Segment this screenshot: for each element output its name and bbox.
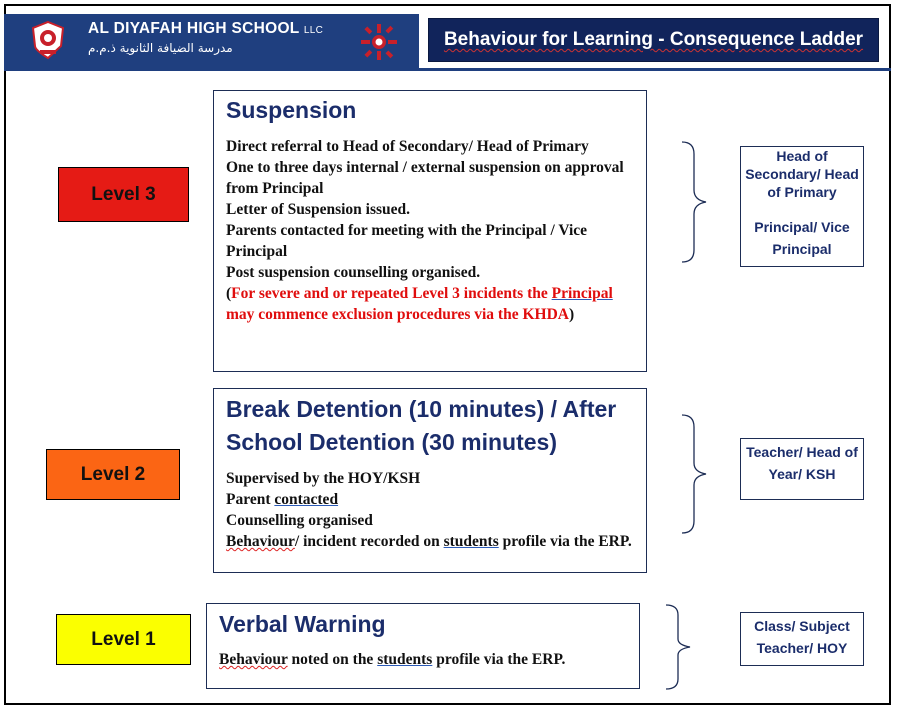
level-2-text: Behaviour <box>226 533 295 550</box>
school-name <box>88 20 323 38</box>
level-2-text: / incident recorded on <box>294 533 444 550</box>
level-1-responsible: Class/ Subject Teacher/ HOY <box>740 612 864 666</box>
note-paren-close: ) <box>568 306 575 323</box>
level-3-exclusion-note <box>226 283 634 325</box>
level-2-text: profile via the ERP. <box>498 533 632 550</box>
level-2-heading: Break Detention (10 minutes) / After School Detention (30 minutes) <box>226 396 617 455</box>
level-2-responsible: Teacher/ Head of Year/ KSH <box>740 438 864 500</box>
level-2-line: Counselling organised <box>226 512 373 529</box>
level-3-badge: Level 3 <box>58 167 189 222</box>
note-principal: Principal <box>551 285 613 302</box>
level-3-bracket <box>680 140 710 264</box>
level-2-text: Parent <box>226 491 275 508</box>
level-1-text: students <box>377 651 433 668</box>
page-title-text: Behaviour for Learning - Consequence Ladder <box>443 29 864 50</box>
page-title <box>428 18 879 62</box>
level-1-heading: Verbal Warning <box>219 611 386 637</box>
level-1-text: Behaviour <box>219 651 288 668</box>
school-crest-icon <box>30 20 66 60</box>
level-3-line: Letter of Suspension issued. <box>226 201 411 218</box>
school-name-text: AL DIYAFAH HIGH SCHOOL <box>88 20 300 37</box>
level-1-consequences <box>206 603 640 689</box>
school-header <box>4 14 419 68</box>
note-text-1: For severe and or repeated Level 3 incidents the <box>231 285 552 302</box>
level-3-role: Head of Secondary/ Head of Primary <box>745 148 859 200</box>
level-3-line: One to three days internal / external suspension on approval from Principal <box>226 159 624 197</box>
level-3-line: Direct referral to Head of Secondary/ Head of Primary <box>226 138 589 155</box>
level-2-consequences <box>213 388 647 573</box>
level-3-responsible <box>740 146 864 267</box>
school-suffix: LLC <box>303 25 324 36</box>
level-3-line: Parents contacted for meeting with the Principal / Vice Principal <box>226 222 588 260</box>
level-2-line <box>226 489 634 510</box>
note-text-2: may commence exclusion procedures via the KHDA <box>226 306 569 323</box>
level-1-details <box>219 649 627 670</box>
level-1-text: noted on the <box>287 651 378 668</box>
level-2-text: contacted <box>274 491 339 508</box>
level-2-line: Supervised by the HOY/KSH <box>226 470 421 487</box>
school-name-arabic: مدرسة الضيافة الثانوية ذ.م.م <box>88 41 233 55</box>
level-2-text: students <box>443 533 499 550</box>
level-3-line: Post suspension counselling organised. <box>226 264 481 281</box>
header-divider <box>4 68 891 71</box>
level-2-line <box>226 531 634 552</box>
emblem-icon <box>360 23 398 61</box>
level-1-line <box>219 649 627 670</box>
level-3-role: Principal/ Vice Principal <box>754 219 850 257</box>
level-2-bracket <box>680 413 710 535</box>
level-2-badge: Level 2 <box>46 449 180 500</box>
level-3-consequences <box>213 90 647 372</box>
level-1-text: profile via the ERP. <box>432 651 566 668</box>
note-paren-open: ( <box>226 285 232 302</box>
level-2-details <box>226 468 634 552</box>
level-3-details <box>226 136 634 325</box>
level-1-badge: Level 1 <box>56 614 191 665</box>
level-3-heading: Suspension <box>226 97 357 123</box>
level-1-bracket <box>664 603 694 691</box>
